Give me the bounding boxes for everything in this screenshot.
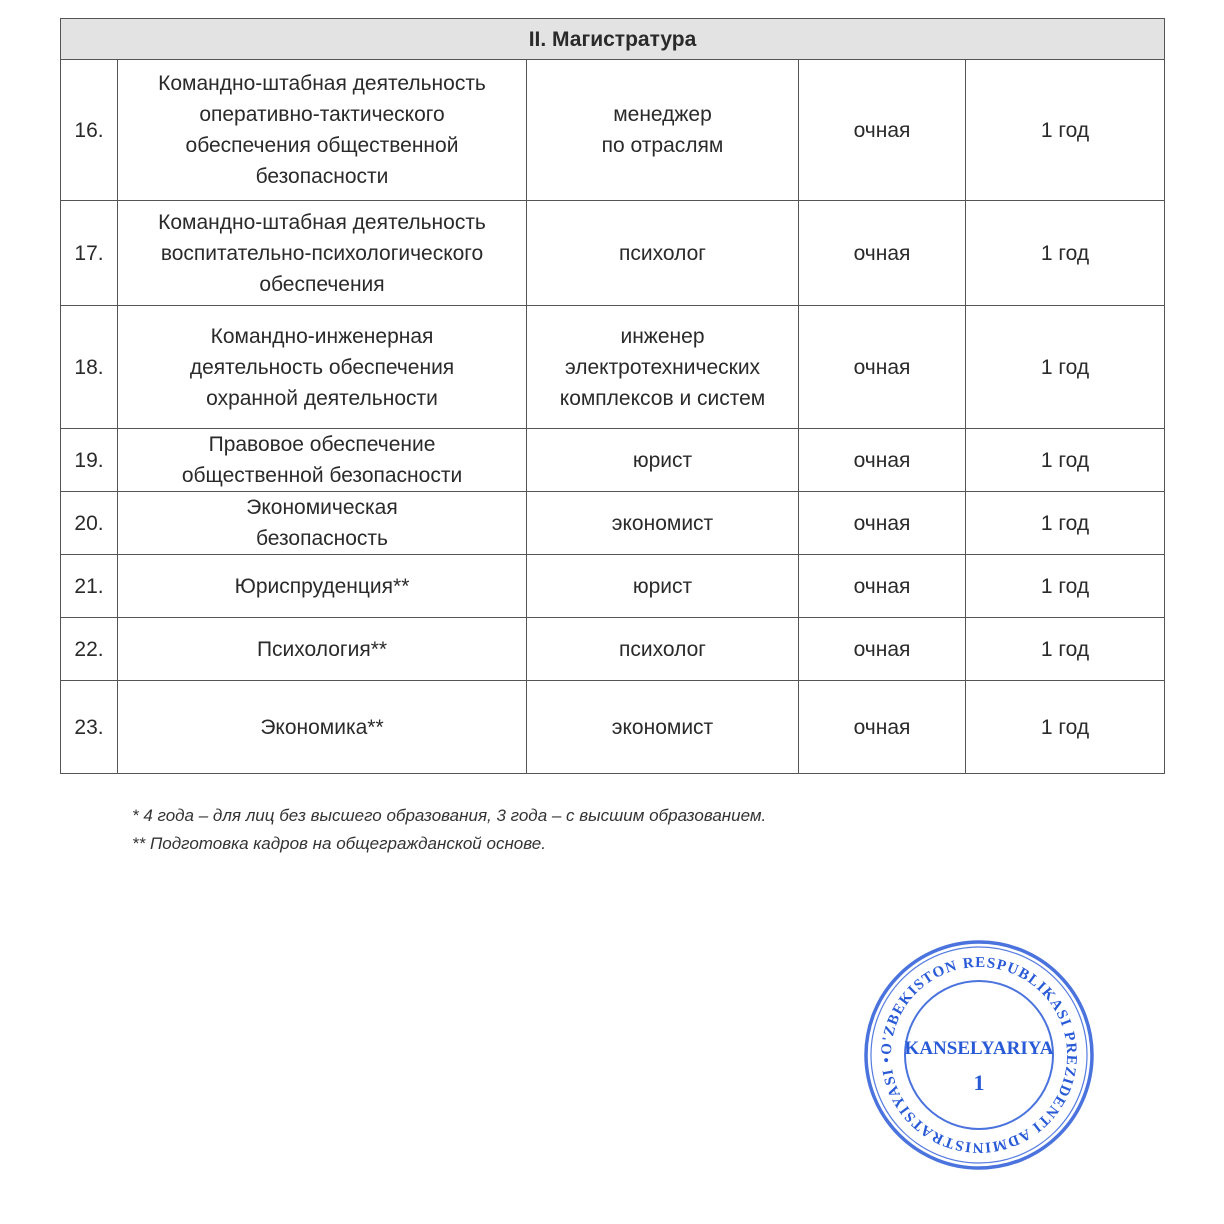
footnote-double-asterisk: ** Подготовка кадров на общегражданской основе. <box>132 834 546 853</box>
qualification-cell: менеджер по отраслям <box>527 60 799 201</box>
specialty-cell: Правовое обеспечение общественной безопасности <box>118 429 527 492</box>
qualification-cell: экономист <box>527 492 799 555</box>
section-title: II. Магистратура <box>61 19 1165 60</box>
table-row <box>61 618 1165 681</box>
study-form-cell: очная <box>799 201 966 306</box>
study-form-cell: очная <box>799 555 966 618</box>
table-row <box>61 60 1165 201</box>
qualification-cell: психолог <box>527 201 799 306</box>
row-number: 19. <box>61 429 118 492</box>
qualification-cell: юрист <box>527 429 799 492</box>
duration-cell: 1 год <box>966 618 1165 681</box>
study-form-cell: очная <box>799 306 966 429</box>
row-number: 18. <box>61 306 118 429</box>
table-row <box>61 555 1165 618</box>
row-number: 23. <box>61 681 118 774</box>
official-stamp <box>862 938 1096 1172</box>
study-form-cell: очная <box>799 60 966 201</box>
specialty-cell: Экономика** <box>118 681 527 774</box>
duration-cell: 1 год <box>966 555 1165 618</box>
table-row <box>61 681 1165 774</box>
table-row <box>61 306 1165 429</box>
stamp-seal-icon <box>862 938 1096 1172</box>
specialty-cell: Психология** <box>118 618 527 681</box>
specialty-cell: Командно-инженерная деятельность обеспечения охранной деятельности <box>118 306 527 429</box>
duration-cell: 1 год <box>966 492 1165 555</box>
stamp-number: 1 <box>973 1070 985 1095</box>
row-number: 17. <box>61 201 118 306</box>
row-number: 22. <box>61 618 118 681</box>
row-number: 16. <box>61 60 118 201</box>
table-row <box>61 492 1165 555</box>
stamp-center-text: KANSELYARIYA <box>904 1038 1054 1059</box>
qualification-cell: инженер электротехнических комплексов и систем <box>527 306 799 429</box>
table-row <box>61 429 1165 492</box>
table-row <box>61 201 1165 306</box>
qualification-cell: экономист <box>527 681 799 774</box>
footnotes <box>132 802 766 858</box>
programs-table <box>60 18 1165 774</box>
qualification-cell: психолог <box>527 618 799 681</box>
footnote-single-asterisk: * 4 года – для лиц без высшего образования, 3 года – с высшим образованием. <box>132 806 767 825</box>
duration-cell: 1 год <box>966 60 1165 201</box>
duration-cell: 1 год <box>966 201 1165 306</box>
duration-cell: 1 год <box>966 429 1165 492</box>
stamp-ring-text: O'ZBEKISTON RESPUBLIKASI PREZIDENTI ADMINISTRATSIYASI • <box>878 954 1080 1156</box>
duration-cell: 1 год <box>966 306 1165 429</box>
study-form-cell: очная <box>799 492 966 555</box>
specialty-cell: Командно-штабная деятельность оперативно-тактического обеспечения общественной безопасности <box>118 60 527 201</box>
specialty-cell: Командно-штабная деятельность воспитательно-психологического обеспечения <box>118 201 527 306</box>
study-form-cell: очная <box>799 681 966 774</box>
row-number: 21. <box>61 555 118 618</box>
qualification-cell: юрист <box>527 555 799 618</box>
specialty-cell: Экономическая безопасность <box>118 492 527 555</box>
study-form-cell: очная <box>799 618 966 681</box>
study-form-cell: очная <box>799 429 966 492</box>
specialty-cell: Юриспруденция** <box>118 555 527 618</box>
row-number: 20. <box>61 492 118 555</box>
duration-cell: 1 год <box>966 681 1165 774</box>
